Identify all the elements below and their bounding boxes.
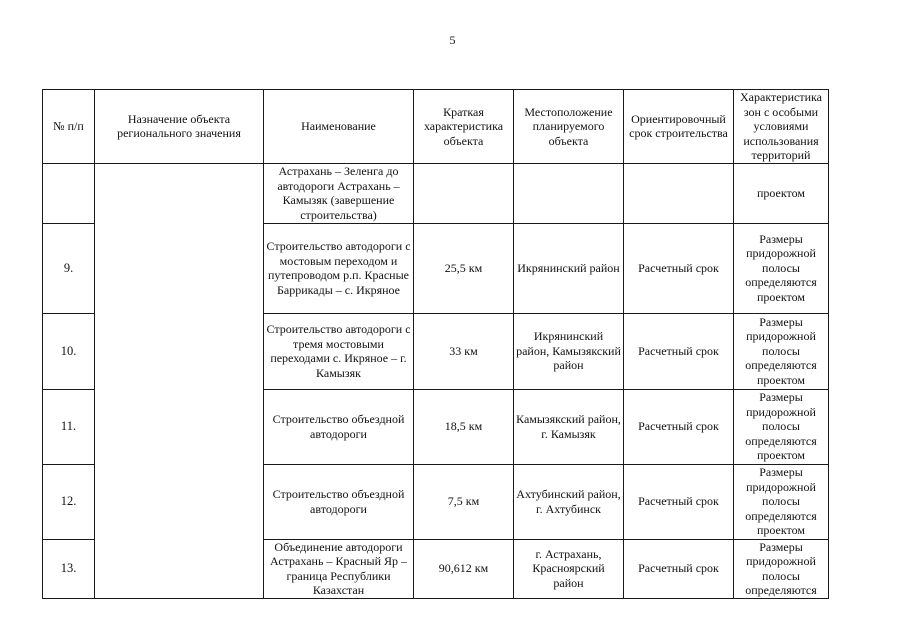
cell-term [624, 163, 734, 223]
cell-brief [414, 163, 514, 223]
cell-num: 9. [43, 223, 95, 313]
cell-brief: 90,612 км [414, 539, 514, 598]
cell-term: Расчетный срок [624, 313, 734, 389]
cell-zones: Размеры придорожной полосы определяются проектом [734, 389, 829, 464]
table-header-row [43, 90, 829, 164]
cell-zones: Размеры придорожной полосы определяются проектом [734, 313, 829, 389]
cell-num: 11. [43, 389, 95, 464]
cell-term: Расчетный срок [624, 464, 734, 539]
cell-zones: Размеры придорожной полосы определяются проектом [734, 464, 829, 539]
cell-purpose-merged [95, 163, 264, 598]
cell-zones: Размеры придорожной полосы определяются проектом [734, 223, 829, 313]
cell-zones: проектом [734, 163, 829, 223]
regional-objects-table [42, 89, 829, 599]
header-num: № п/п [43, 90, 95, 164]
header-name: Наименование [264, 90, 414, 164]
cell-num: 13. [43, 539, 95, 598]
cell-location: Ахтубинский район, г. Ахтубинск [514, 464, 624, 539]
cell-num [43, 163, 95, 223]
cell-num: 10. [43, 313, 95, 389]
cell-name: Строительство объездной автодороги [264, 389, 414, 464]
cell-brief: 25,5 км [414, 223, 514, 313]
cell-zones: Размеры придорожной полосы определяются [734, 539, 829, 598]
header-zones: Характеристика зон с особыми условиями использования территорий [734, 90, 829, 164]
cell-name: Объединение автодороги Астрахань – Красный Яр – граница Республики Казахстан [264, 539, 414, 598]
cell-term: Расчетный срок [624, 389, 734, 464]
cell-name: Строительство автодороги с тремя мостовыми переходами с. Икряное – г. Камызяк [264, 313, 414, 389]
header-location: Местоположение планируемого объекта [514, 90, 624, 164]
header-purpose: Назначение объекта регионального значения [95, 90, 264, 164]
cell-name: Строительство автодороги с мостовым переходом и путепроводом р.п. Красные Баррикады – с. Икряное [264, 223, 414, 313]
cell-location [514, 163, 624, 223]
table-row-continuation [43, 163, 829, 223]
header-brief: Краткая характеристика объекта [414, 90, 514, 164]
page-number: 5 [449, 33, 456, 47]
cell-name: Строительство объездной автодороги [264, 464, 414, 539]
cell-term: Расчетный срок [624, 539, 734, 598]
cell-brief: 18,5 км [414, 389, 514, 464]
cell-location: Камызякский район, г. Камызяк [514, 389, 624, 464]
cell-num: 12. [43, 464, 95, 539]
cell-name: Астрахань – Зеленга до автодороги Астрахань – Камызяк (завершение строительства) [264, 163, 414, 223]
cell-location: Икрянинский район [514, 223, 624, 313]
header-term: Ориентировочный срок строительства [624, 90, 734, 164]
cell-location: г. Астрахань, Красноярский район [514, 539, 624, 598]
cell-brief: 33 км [414, 313, 514, 389]
cell-location: Икрянинский район, Камызякский район [514, 313, 624, 389]
cell-brief: 7,5 км [414, 464, 514, 539]
cell-term: Расчетный срок [624, 223, 734, 313]
